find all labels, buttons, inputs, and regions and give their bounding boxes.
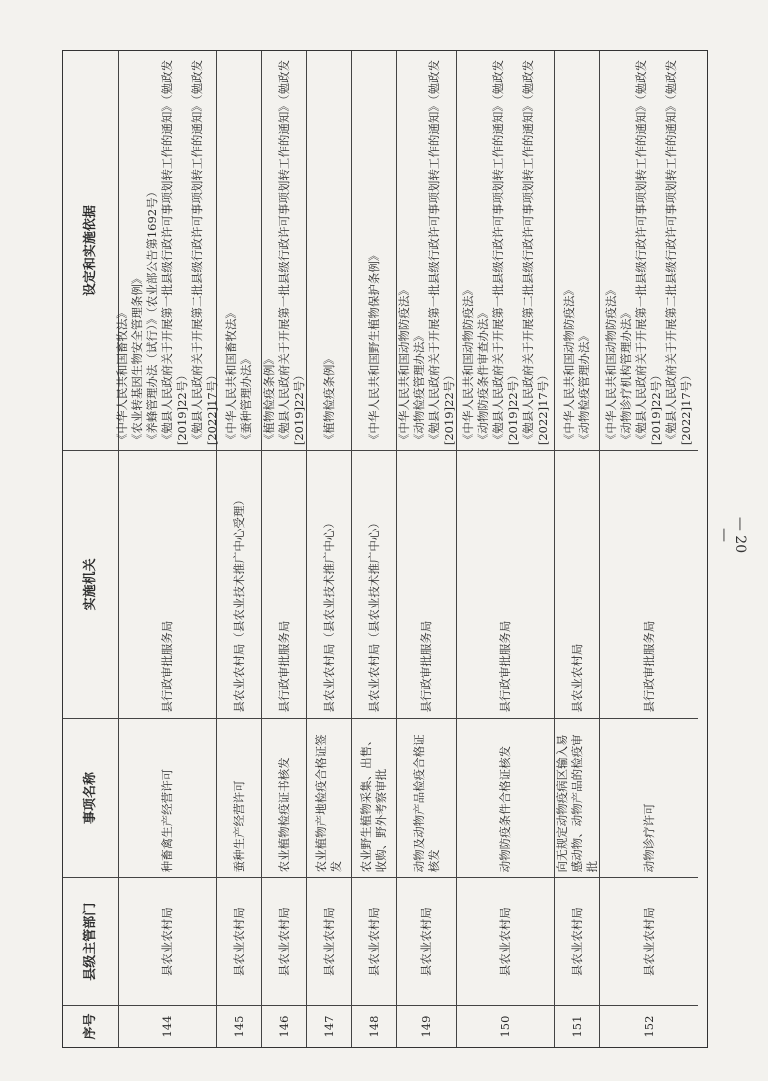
row-item: 农业野生植物采集、出售、收购、野外考察审批 <box>352 718 396 878</box>
row-basis <box>352 51 396 450</box>
row-agency: 县行政审批服务局 <box>457 450 554 717</box>
basis-line: 《植物检疫条例》 <box>261 353 276 446</box>
basis-line: 《勉县人民政府关于开展第一批县级行政许可事项划转工作的通知》（勉政发 <box>426 59 441 446</box>
row-no: 147 <box>307 1005 351 1047</box>
header-basis: 设定和实施依据 <box>83 205 98 297</box>
basis-line: 《动物诊疗机构管理办法》 <box>619 307 633 446</box>
row-basis <box>397 51 456 450</box>
basis-line: 《动物防疫条件审查办法》 <box>475 307 490 446</box>
row-dept: 县农业农村局 <box>307 877 351 1005</box>
row-basis <box>555 51 599 450</box>
row-agency: 县农业农村局（县农业技术推广中心受理） <box>217 450 261 717</box>
basis-line: [2022]17号） <box>205 369 219 446</box>
basis-line: 《养蜂管理办法（试行）》（农业部公告第1692号） <box>145 185 159 446</box>
row-agency: 县农业农村局（县农业技术推广中心） <box>352 450 396 717</box>
row-no: 149 <box>397 1005 456 1047</box>
basis-line: 《勉县人民政府关于开展第一批县级行政许可事项划转工作的通知》（勉政发 <box>160 59 174 446</box>
basis-line: 《中华人民共和国动物防疫法》 <box>604 284 618 446</box>
row-agency: 县行政审批服务局 <box>397 450 456 717</box>
row-no: 150 <box>457 1005 554 1047</box>
row-dept: 县农业农村局 <box>457 877 554 1005</box>
row-no: 145 <box>217 1005 261 1047</box>
row-item: 农业植物检疫证书核发 <box>262 718 306 878</box>
row-no: 148 <box>352 1005 396 1047</box>
row-no: 152 <box>600 1005 698 1047</box>
row-agency: 县行政审批服务局 <box>262 450 306 717</box>
header-item: 事项名称 <box>63 718 118 878</box>
row-item: 蚕种生产经营许可 <box>217 718 261 878</box>
basis-line: 《勉县人民政府关于开展第一批县级行政许可事项划转工作的通知》（勉政发 <box>276 59 291 446</box>
basis-line: [2022]17号） <box>679 369 693 446</box>
basis-line: 《农业转基因生物安全管理条例》 <box>130 272 144 446</box>
table-row <box>555 51 600 1047</box>
basis-line: 《中华人民共和国动物防疫法》 <box>460 284 475 446</box>
row-dept: 县农业农村局 <box>600 877 698 1005</box>
basis-line: [2019]22号） <box>175 369 189 446</box>
row-agency: 县农业农村局 <box>555 450 599 717</box>
basis-line: 《蚕种管理办法》 <box>239 353 253 446</box>
table-row <box>217 51 262 1047</box>
row-agency: 县农业农村局（县农业技术推广中心） <box>307 450 351 717</box>
basis-line: 《勉县人民政府关于开展第二批县级行政许可事项划转工作的通知》（勉政发 <box>190 59 204 446</box>
basis-line: 《中华人民共和国畜牧法》 <box>115 307 129 446</box>
basis-line: 《动物检疫管理办法》 <box>411 330 426 446</box>
basis-line: [2019]22号） <box>649 369 663 446</box>
row-no: 151 <box>555 1005 599 1047</box>
row-basis <box>307 51 351 450</box>
basis-line: [2019]22号） <box>441 369 456 446</box>
row-dept: 县农业农村局 <box>555 877 599 1005</box>
basis-line: 《勉县人民政府关于开展第二批县级行政许可事项划转工作的通知》（勉政发 <box>520 59 535 446</box>
row-dept: 县农业农村局 <box>397 877 456 1005</box>
row-item: 农业植物产地检疫合格证签发 <box>307 718 351 878</box>
row-basis <box>262 51 306 450</box>
row-item: 向无规定动物疫病区输入易感动物、动物产品的检疫审批 <box>555 718 599 878</box>
basis-line: 《勉县人民政府关于开展第一批县级行政许可事项划转工作的通知》（勉政发 <box>490 59 505 446</box>
basis-line: 《植物检疫条例》 <box>321 353 336 446</box>
row-agency: 县行政审批服务局 <box>600 450 698 717</box>
row-dept: 县农业农村局 <box>262 877 306 1005</box>
basis-line: [2019]22号） <box>291 369 306 446</box>
row-basis <box>457 51 554 450</box>
basis-line: 《中华人民共和国畜牧法》 <box>224 307 238 446</box>
header-no: 序号 <box>63 1005 118 1047</box>
table-row <box>457 51 555 1047</box>
basis-line: 《动物检疫管理办法》 <box>577 330 591 446</box>
basis-line: [2022]17号） <box>535 369 550 446</box>
basis-line: [2019]22号） <box>505 369 520 446</box>
basis-line: 《勉县人民政府关于开展第二批县级行政许可事项划转工作的通知》（勉政发 <box>664 59 678 446</box>
table-row <box>600 51 698 1047</box>
row-item: 动物及动物产品检疫合格证核发 <box>397 718 456 878</box>
basis-line: 《中华人民共和国动物防疫法》 <box>396 284 411 446</box>
table-row <box>352 51 397 1047</box>
basis-line: 《勉县人民政府关于开展第一批县级行政许可事项划转工作的通知》（勉政发 <box>634 59 648 446</box>
table-header-row <box>63 51 119 1047</box>
row-dept: 县农业农村局 <box>352 877 396 1005</box>
row-basis <box>217 51 261 450</box>
page-number: — 20 — <box>716 516 748 554</box>
row-item: 动物防疫条件合格证核发 <box>457 718 554 878</box>
rotated-table-container <box>62 50 708 1048</box>
row-no: 146 <box>262 1005 306 1047</box>
row-dept: 县农业农村局 <box>217 877 261 1005</box>
row-no: 144 <box>119 1005 216 1047</box>
table-row <box>115 51 219 1047</box>
admin-license-table <box>62 50 708 1048</box>
table-row <box>262 51 307 1047</box>
table-row <box>307 51 352 1047</box>
header-dept: 县级主管部门 <box>63 877 118 1005</box>
row-basis <box>600 51 698 450</box>
table-row <box>397 51 457 1047</box>
row-agency: 县行政审批服务局 <box>119 450 216 717</box>
row-dept: 县农业农村局 <box>119 877 216 1005</box>
row-basis <box>115 51 219 450</box>
row-item: 动物诊疗许可 <box>600 718 698 878</box>
basis-line: 《中华人民共和国动物防疫法》 <box>562 284 576 446</box>
row-item: 种畜禽生产经营许可 <box>119 718 216 878</box>
header-agency: 实施机关 <box>63 450 118 717</box>
table-body <box>115 51 698 1047</box>
basis-line: 《中华人民共和国野生植物保护条例》 <box>366 249 381 446</box>
